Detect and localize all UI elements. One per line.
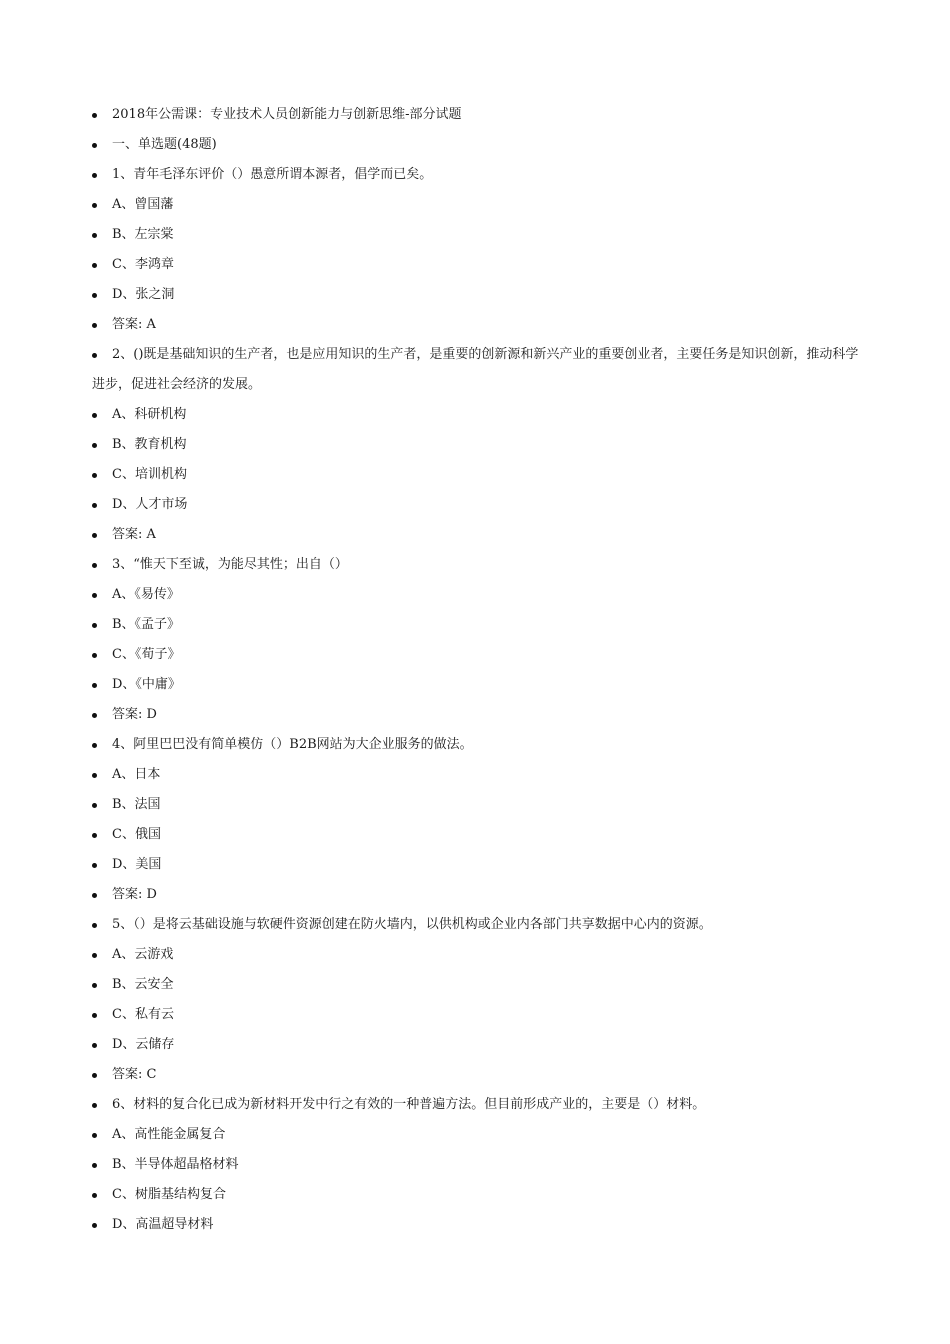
option-text: B、云安全 [112,977,174,992]
bullet-icon [92,983,97,988]
question-text: 4、阿里巴巴没有简单模仿（）B2B网站为大企业服务的做法。 [112,737,473,752]
option-item [92,220,862,250]
option-item [92,640,862,670]
question-5 [92,910,862,940]
option-text: D、《中庸》 [112,677,181,692]
option-item [92,760,862,790]
bullet-icon [92,683,97,688]
bullet-icon [92,1193,97,1198]
bullet-icon [92,1043,97,1048]
bullet-icon [92,833,97,838]
option-text: C、俄国 [112,827,161,842]
option-item [92,1000,862,1030]
option-text: A、日本 [112,767,161,782]
option-item [92,610,862,640]
answer-text: 答案: C [112,1067,157,1082]
bullet-icon [92,143,97,148]
option-text: A、《易传》 [112,587,180,602]
answer-item [92,520,862,550]
option-item [92,970,862,1000]
answer-item [92,1060,862,1090]
option-item [92,580,862,610]
option-text: C、《荀子》 [112,647,181,662]
answer-text: 答案: A [112,317,156,332]
question-text: 1、青年毛泽东评价（）愚意所谓本源者，倡学而已矣。 [112,167,433,182]
option-item [92,280,862,310]
option-text: A、科研机构 [112,407,187,422]
option-item [92,1180,862,1210]
bullet-icon [92,203,97,208]
answer-item [92,310,862,340]
question-2 [92,340,862,400]
bullet-icon [92,113,97,118]
bullet-icon [92,413,97,418]
option-text: C、培训机构 [112,467,187,482]
section-heading: 一、单选题(48题) [112,137,217,152]
option-text: A、高性能金属复合 [112,1127,226,1142]
bullet-icon [92,953,97,958]
option-item [92,940,862,970]
question-text: 2、()既是基础知识的生产者，也是应用知识的生产者，是重要的创新源和新兴产业的重要创业者，主要任务是知识创新，推动科学进步，促进社会经济的发展。 [92,347,859,392]
option-item [92,820,862,850]
option-item [92,490,862,520]
option-text: C、私有云 [112,1007,174,1022]
option-item [92,250,862,280]
bullet-icon [92,563,97,568]
bullet-icon [92,743,97,748]
bullet-icon [92,263,97,268]
option-item [92,790,862,820]
option-item [92,670,862,700]
bullet-icon [92,473,97,478]
option-item [92,430,862,460]
option-text: C、树脂基结构复合 [112,1187,226,1202]
bullet-icon [92,1223,97,1228]
bullet-icon [92,1073,97,1078]
bullet-icon [92,293,97,298]
bullet-icon [92,503,97,508]
option-text: D、高温超导材料 [112,1217,214,1232]
bullet-icon [92,353,97,358]
bullet-icon [92,1103,97,1108]
question-text: 5、（）是将云基础设施与软硬件资源创建在防火墙内，以供机构或企业内各部门共享数据中心内的资源。 [112,917,712,932]
bullet-icon [92,773,97,778]
document-title: 2018年公需课：专业技术人员创新能力与创新思维-部分试题 [112,107,462,122]
question-6 [92,1090,862,1120]
answer-item [92,700,862,730]
option-text: B、法国 [112,797,161,812]
option-item [92,1120,862,1150]
option-text: D、张之洞 [112,287,175,302]
answer-text: 答案: A [112,527,156,542]
option-item [92,400,862,430]
bullet-icon [92,443,97,448]
option-text: B、《孟子》 [112,617,181,632]
bullet-icon [92,1133,97,1138]
section-heading-item [92,130,862,160]
question-4 [92,730,862,760]
bullet-icon [92,923,97,928]
option-item [92,850,862,880]
bullet-icon [92,653,97,658]
option-item [92,1210,862,1240]
bullet-icon [92,323,97,328]
question-text: 3、“惟天下至诚，为能尽其性；出自（） [112,557,348,572]
option-text: A、曾国藩 [112,197,174,212]
question-1 [92,160,862,190]
bullet-icon [92,1163,97,1168]
bullet-icon [92,233,97,238]
question-text: 6、材料的复合化已成为新材料开发中行之有效的一种普遍方法。但目前形成产业的，主要是（）材料。 [112,1097,706,1112]
option-text: C、李鸿章 [112,257,174,272]
option-text: A、云游戏 [112,947,174,962]
option-item [92,190,862,220]
answer-item [92,880,862,910]
bullet-icon [92,593,97,598]
option-text: B、左宗棠 [112,227,174,242]
question-list [92,100,862,1240]
option-text: D、人才市场 [112,497,188,512]
option-text: B、教育机构 [112,437,187,452]
bullet-icon [92,173,97,178]
bullet-icon [92,533,97,538]
bullet-icon [92,1013,97,1018]
answer-text: 答案: D [112,887,157,902]
bullet-icon [92,863,97,868]
bullet-icon [92,803,97,808]
option-item [92,1150,862,1180]
bullet-icon [92,893,97,898]
bullet-icon [92,713,97,718]
option-item [92,1030,862,1060]
option-text: D、美国 [112,857,162,872]
option-text: D、云储存 [112,1037,175,1052]
question-3 [92,550,862,580]
document-title-item [92,100,862,130]
option-text: B、半导体超晶格材料 [112,1157,239,1172]
answer-text: 答案: D [112,707,157,722]
option-item [92,460,862,490]
bullet-icon [92,623,97,628]
